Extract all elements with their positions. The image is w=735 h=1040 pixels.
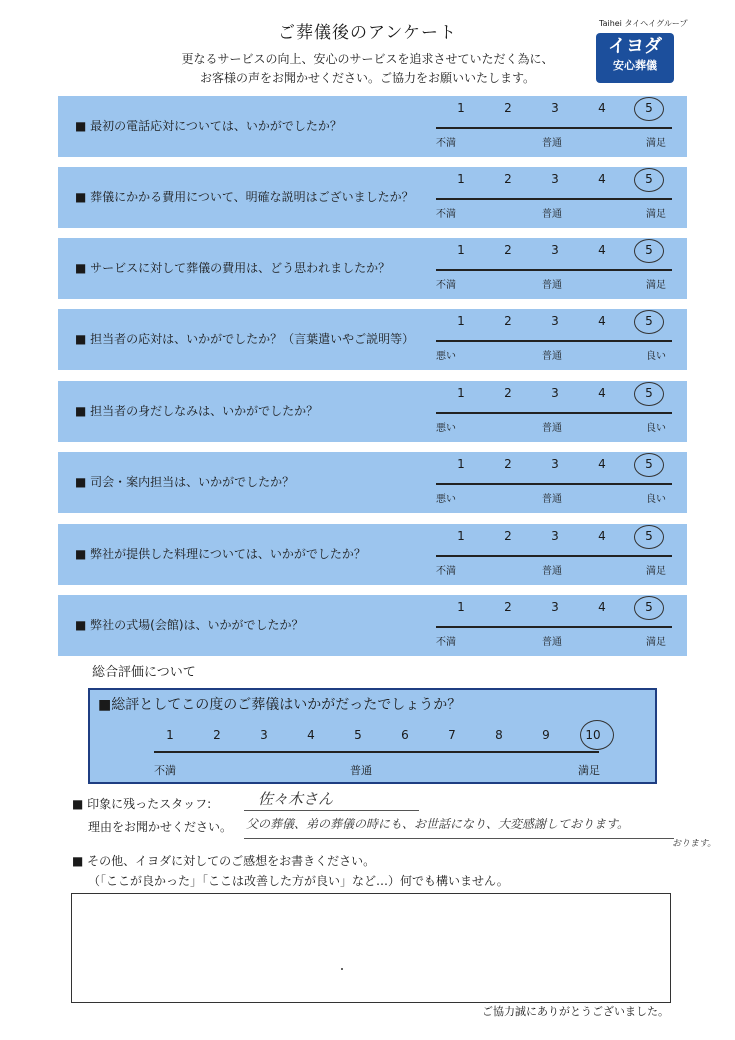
overall-low-label: 不満 bbox=[154, 764, 176, 777]
scale-number[interactable]: 1 bbox=[457, 101, 465, 115]
stray-mark bbox=[341, 968, 343, 970]
scale-number[interactable]: 3 bbox=[551, 457, 559, 471]
scale-number[interactable]: 2 bbox=[504, 314, 512, 328]
overall-section-title: 総合評価について bbox=[92, 665, 196, 680]
logo-name: イヨダ bbox=[608, 36, 662, 57]
scale-high-label: 満足 bbox=[646, 280, 666, 291]
overall-scale-number[interactable]: 8 bbox=[495, 728, 503, 742]
scale-number[interactable]: 1 bbox=[457, 386, 465, 400]
overall-high-label: 満足 bbox=[578, 764, 600, 777]
question-text: ■ 担当者の身だしなみは、いかがでしたか？ bbox=[75, 404, 319, 418]
scale-number[interactable]: 3 bbox=[551, 600, 559, 614]
overall-scale-number[interactable]: 4 bbox=[307, 728, 315, 742]
intro-text bbox=[150, 50, 585, 88]
scale-low-label: 不満 bbox=[436, 280, 456, 291]
scale-low-label: 不満 bbox=[436, 209, 456, 220]
scale-number[interactable]: 3 bbox=[551, 386, 559, 400]
question-row bbox=[58, 238, 687, 299]
scale-number[interactable]: 4 bbox=[598, 314, 606, 328]
scale-number[interactable]: 4 bbox=[598, 101, 606, 115]
closing-thanks: ご協力誠にありがとうございました。 bbox=[482, 1005, 669, 1018]
rating-scale bbox=[436, 381, 672, 442]
overall-scale-number[interactable]: 9 bbox=[542, 728, 550, 742]
logo-subtitle: 安心葬儀 bbox=[613, 59, 657, 72]
scale-line bbox=[436, 127, 672, 129]
scale-mid-label: 普通 bbox=[542, 494, 562, 505]
page-title: ご葬儀後のアンケート bbox=[278, 23, 457, 43]
overall-scale-number[interactable]: 5 bbox=[354, 728, 362, 742]
overall-scale-number[interactable]: 2 bbox=[213, 728, 221, 742]
reason-handwriting-continued: おります。 bbox=[672, 839, 717, 849]
scale-number[interactable]: 3 bbox=[551, 243, 559, 257]
scale-line bbox=[436, 555, 672, 557]
scale-number[interactable]: 4 bbox=[598, 172, 606, 186]
question-row bbox=[58, 381, 687, 442]
scale-number[interactable]: 1 bbox=[457, 529, 465, 543]
intro-line-2: お客様の声をお聞かせください。ご協力をお願いいたします。 bbox=[199, 71, 536, 85]
scale-line bbox=[436, 483, 672, 485]
rating-scale bbox=[436, 524, 672, 585]
scale-number[interactable]: 1 bbox=[457, 457, 465, 471]
scale-number[interactable]: 5 bbox=[645, 172, 653, 186]
scale-high-label: 満足 bbox=[646, 138, 666, 149]
overall-mid-label: 普通 bbox=[350, 764, 372, 777]
scale-number[interactable]: 4 bbox=[598, 529, 606, 543]
scale-number[interactable]: 2 bbox=[504, 101, 512, 115]
overall-scale-number[interactable]: 7 bbox=[448, 728, 456, 742]
scale-high-label: 満足 bbox=[646, 637, 666, 648]
other-comments-sub: （「ここが良かった」「ここは改善した方が良い」など…）何でも構いません。 bbox=[88, 874, 509, 888]
answer-circle bbox=[634, 382, 664, 406]
scale-mid-label: 普通 bbox=[542, 280, 562, 291]
rating-scale bbox=[436, 452, 672, 513]
overall-scale-number[interactable]: 3 bbox=[260, 728, 268, 742]
scale-number[interactable]: 1 bbox=[457, 243, 465, 257]
scale-number[interactable]: 3 bbox=[551, 529, 559, 543]
answer-circle bbox=[634, 168, 664, 192]
question-row bbox=[58, 524, 687, 585]
scale-mid-label: 普通 bbox=[542, 566, 562, 577]
scale-low-label: 悪い bbox=[436, 351, 456, 362]
scale-number[interactable]: 3 bbox=[551, 101, 559, 115]
scale-number[interactable]: 3 bbox=[551, 314, 559, 328]
scale-high-label: 満足 bbox=[646, 566, 666, 577]
scale-number[interactable]: 2 bbox=[504, 172, 512, 186]
rating-scale bbox=[436, 238, 672, 299]
overall-rating-box bbox=[88, 688, 657, 784]
scale-low-label: 不満 bbox=[436, 566, 456, 577]
answer-circle bbox=[634, 310, 664, 334]
question-row bbox=[58, 452, 687, 513]
scale-number[interactable]: 2 bbox=[504, 457, 512, 471]
scale-low-label: 不満 bbox=[436, 637, 456, 648]
overall-scale-number[interactable]: 1 bbox=[166, 728, 174, 742]
question-text: ■ 担当者の応対は、いかがでしたか？（言葉遣いやご説明等） bbox=[75, 332, 415, 346]
scale-high-label: 良い bbox=[646, 494, 666, 505]
scale-low-label: 不満 bbox=[436, 138, 456, 149]
question-row bbox=[58, 96, 687, 157]
scale-line bbox=[436, 340, 672, 342]
question-text: ■ サービスに対して葬儀の費用は、どう思われましたか？ bbox=[75, 261, 391, 275]
scale-number[interactable]: 4 bbox=[598, 243, 606, 257]
scale-line bbox=[436, 198, 672, 200]
rating-scale bbox=[436, 167, 672, 228]
overall-rating-scale bbox=[154, 690, 599, 782]
question-row bbox=[58, 595, 687, 656]
scale-high-label: 良い bbox=[646, 351, 666, 362]
answer-circle bbox=[634, 97, 664, 121]
question-row bbox=[58, 309, 687, 370]
rating-scale bbox=[436, 96, 672, 157]
overall-scale-number[interactable]: 10 bbox=[585, 728, 601, 742]
reason-label: 理由をお聞かせください。 bbox=[88, 820, 233, 834]
scale-number[interactable]: 3 bbox=[551, 172, 559, 186]
scale-number[interactable]: 5 bbox=[645, 243, 653, 257]
scale-high-label: 良い bbox=[646, 423, 666, 434]
other-comments-label: ■ その他、イヨダに対してのご感想をお書きください。 bbox=[72, 854, 376, 868]
scale-number[interactable]: 4 bbox=[598, 386, 606, 400]
scale-number[interactable]: 2 bbox=[504, 386, 512, 400]
staff-name-handwriting: 佐々木さん bbox=[258, 790, 334, 808]
scale-high-label: 満足 bbox=[646, 209, 666, 220]
scale-number[interactable]: 5 bbox=[645, 314, 653, 328]
scale-number[interactable]: 1 bbox=[457, 314, 465, 328]
answer-circle bbox=[634, 239, 664, 263]
scale-mid-label: 普通 bbox=[542, 209, 562, 220]
scale-line bbox=[436, 412, 672, 414]
scale-line bbox=[436, 626, 672, 628]
answer-circle bbox=[634, 596, 664, 620]
scale-number[interactable]: 2 bbox=[504, 529, 512, 543]
reason-underline bbox=[244, 838, 674, 839]
question-text: ■ 弊社が提供した料理については、いかがでしたか？ bbox=[75, 547, 366, 561]
answer-circle bbox=[634, 453, 664, 477]
scale-number[interactable]: 5 bbox=[645, 386, 653, 400]
question-text: ■ 葬儀にかかる費用について、明確な説明はございましたか？ bbox=[75, 190, 414, 204]
scale-number[interactable]: 5 bbox=[645, 529, 653, 543]
logo-box bbox=[596, 33, 674, 83]
reason-handwriting: 父の葬儀、弟の葬儀の時にも、お世話になり、大変感謝しております。 bbox=[246, 817, 630, 831]
overall-scale-line bbox=[154, 751, 599, 753]
rating-scale bbox=[436, 309, 672, 370]
scale-low-label: 悪い bbox=[436, 494, 456, 505]
question-text: ■ 司会・案内担当は、いかがでしたか？ bbox=[75, 475, 295, 489]
scale-low-label: 悪い bbox=[436, 423, 456, 434]
brand-label bbox=[596, 18, 688, 29]
scale-number[interactable]: 5 bbox=[645, 457, 653, 471]
scale-mid-label: 普通 bbox=[542, 138, 562, 149]
rating-scale bbox=[436, 595, 672, 656]
overall-question: ■総評としてこの度のご葬儀はいかがだったでしょうか？ bbox=[98, 697, 462, 713]
staff-label: ■ 印象に残ったスタッフ: bbox=[72, 797, 212, 811]
question-text: ■ 最初の電話応対については、いかがでしたか？ bbox=[75, 119, 342, 133]
scale-mid-label: 普通 bbox=[542, 351, 562, 362]
scale-number[interactable]: 5 bbox=[645, 600, 653, 614]
intro-line-1: 更なるサービスの向上、安心のサービスを追求させていただく為に、 bbox=[181, 52, 554, 66]
scale-number[interactable]: 4 bbox=[598, 600, 606, 614]
staff-name-underline bbox=[244, 810, 419, 811]
scale-number[interactable]: 5 bbox=[645, 101, 653, 115]
overall-scale-number[interactable]: 6 bbox=[401, 728, 409, 742]
scale-line bbox=[436, 269, 672, 271]
answer-circle bbox=[634, 525, 664, 549]
scale-number[interactable]: 2 bbox=[504, 243, 512, 257]
scale-number[interactable]: 1 bbox=[457, 600, 465, 614]
brand-small-text: Taihei タイヘイグループ bbox=[599, 19, 688, 28]
scale-number[interactable]: 1 bbox=[457, 172, 465, 186]
scale-mid-label: 普通 bbox=[542, 637, 562, 648]
scale-number[interactable]: 2 bbox=[504, 600, 512, 614]
overall-answer-circle bbox=[580, 720, 614, 750]
question-text: ■ 弊社の式場(会館)は、いかがでしたか？ bbox=[75, 618, 304, 632]
scale-number[interactable]: 4 bbox=[598, 457, 606, 471]
question-row bbox=[58, 167, 687, 228]
comment-box bbox=[71, 893, 671, 1003]
company-logo bbox=[596, 18, 688, 83]
scale-mid-label: 普通 bbox=[542, 423, 562, 434]
